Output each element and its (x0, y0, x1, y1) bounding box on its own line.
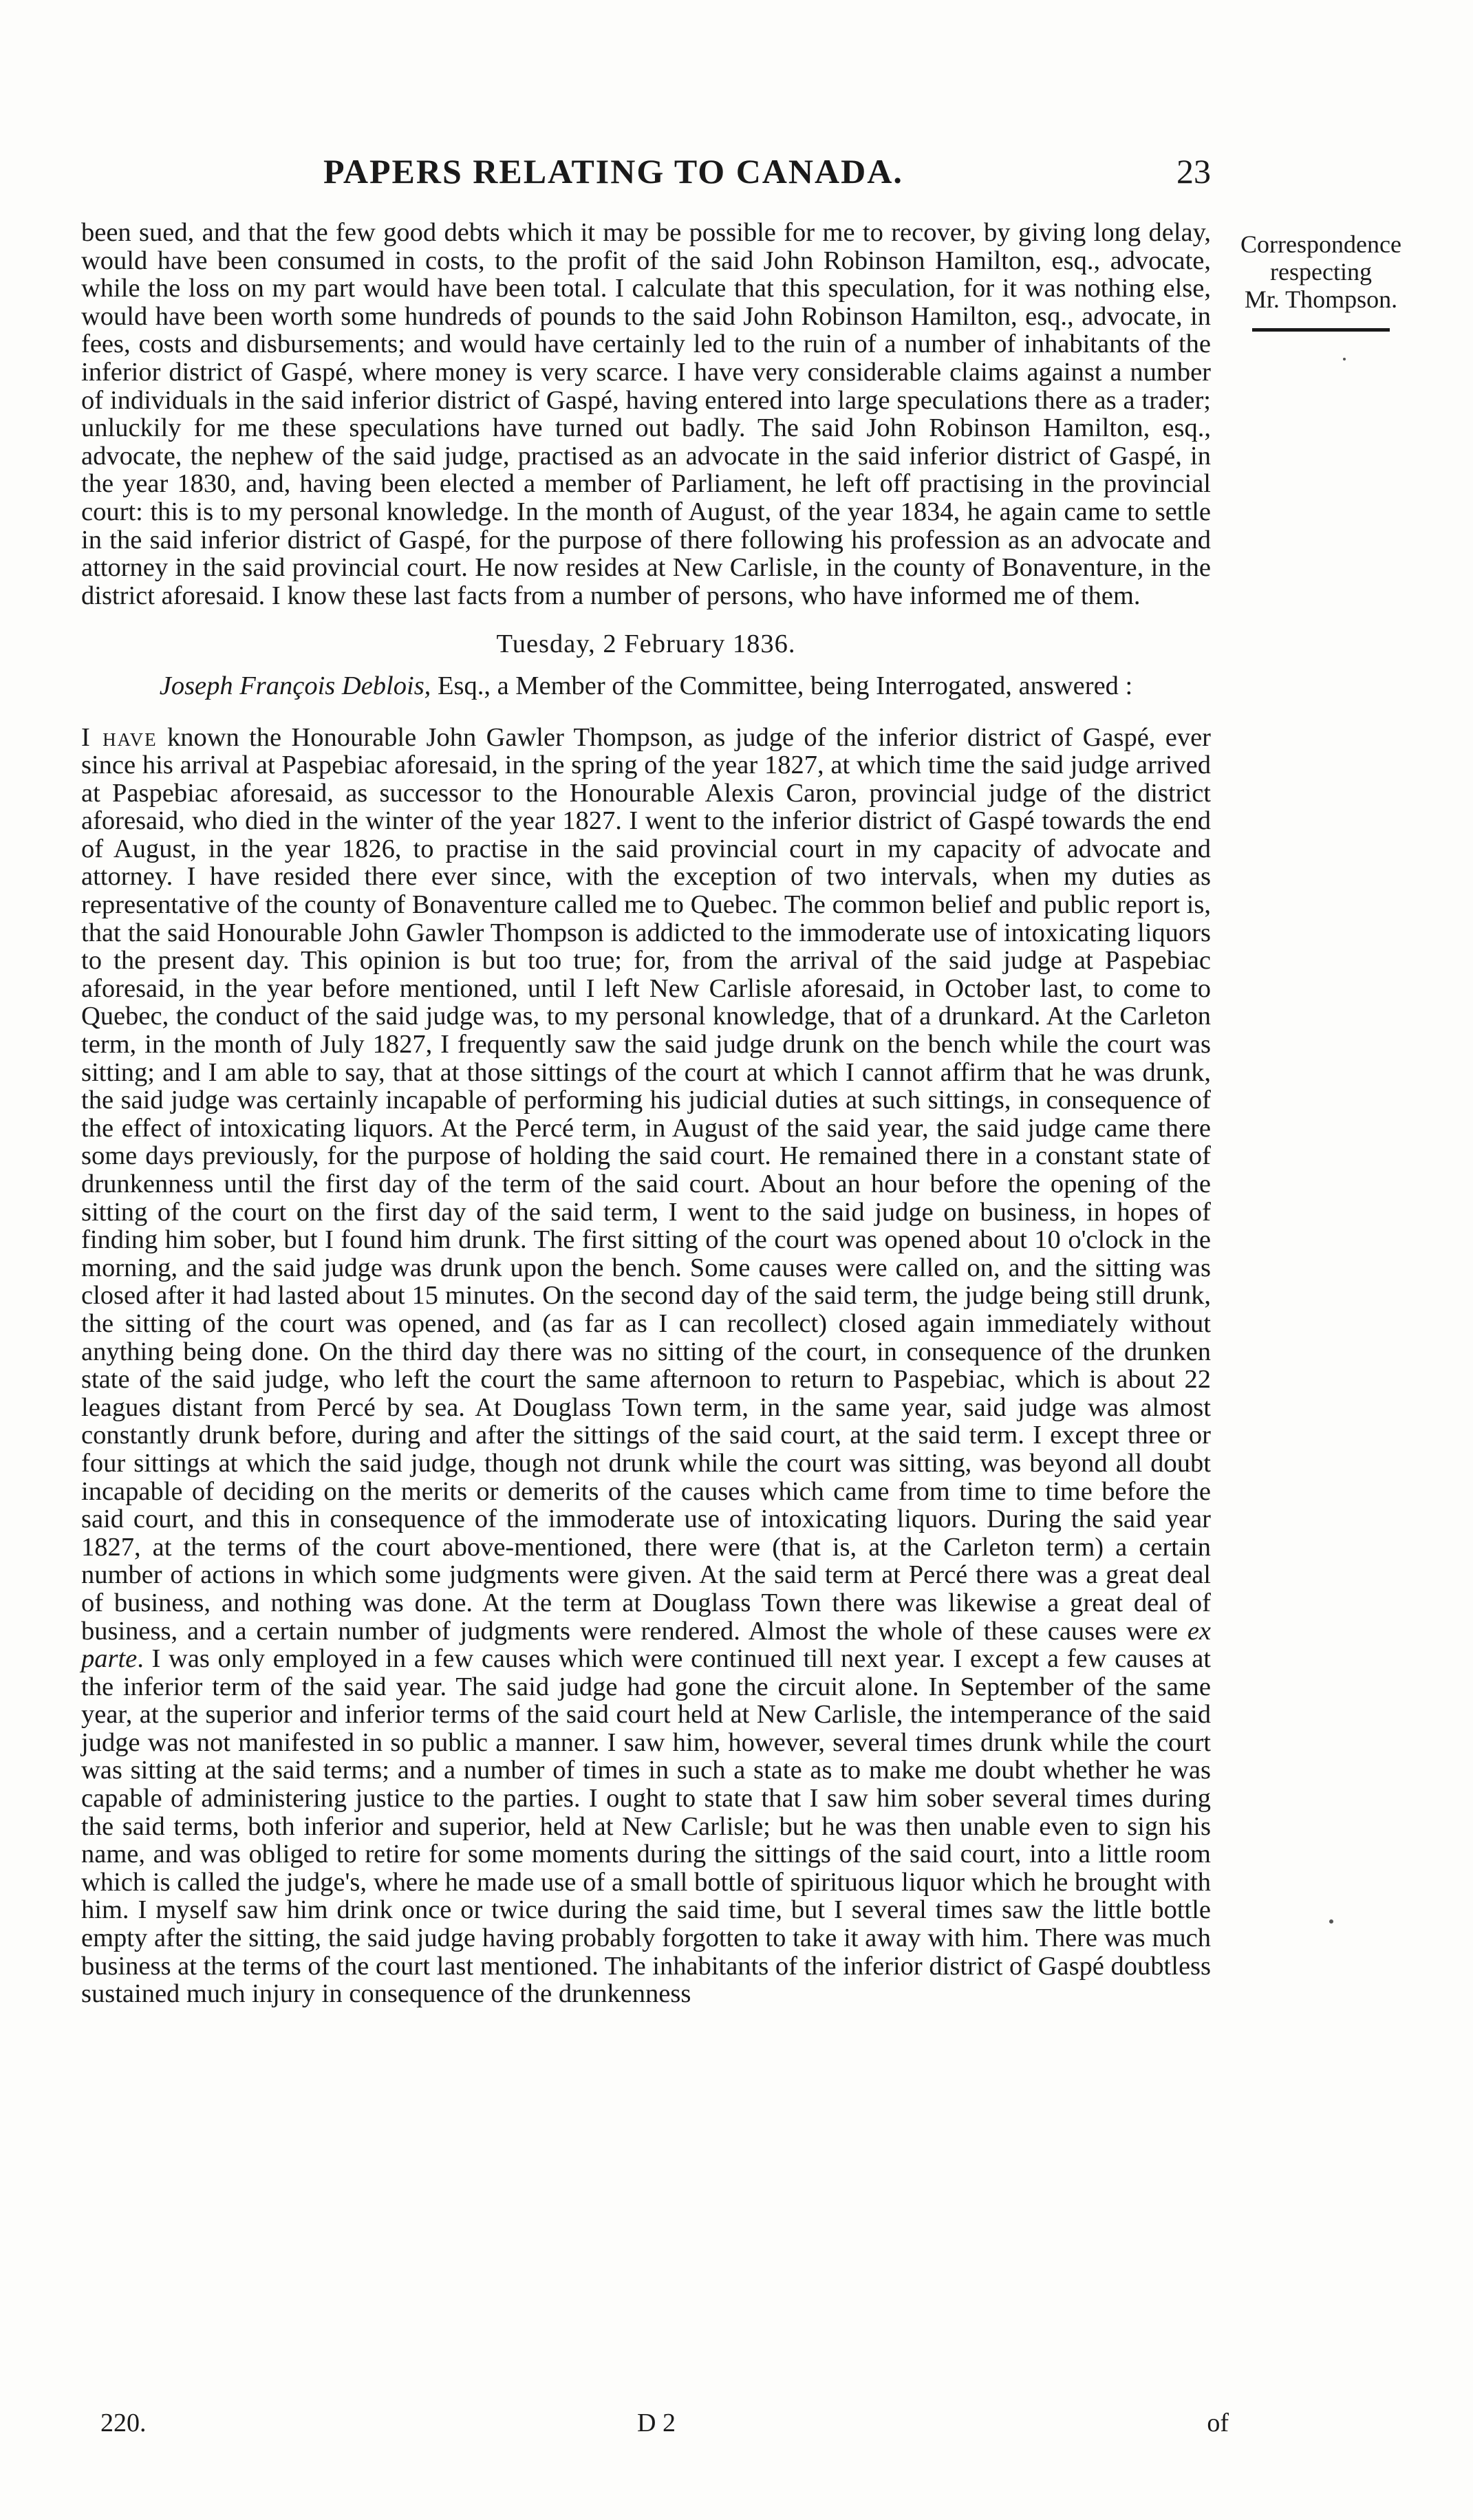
testimony-paragraph (81, 724, 1211, 2008)
margin-note-rule (1252, 328, 1390, 332)
witness-heading-rest: Esq., a Member of the Committee, being Interrogated, answered : (431, 671, 1133, 700)
witness-heading (81, 672, 1211, 700)
footer-signature-mark: D 2 (637, 2409, 676, 2437)
margin-note-line-3: Mr. Thompson. (1244, 286, 1398, 313)
testimony-text-1: known the Honourable John Gawler Thompson, as judge of the inferior district of Gaspé, ever since his arrival at Paspebiac aforesaid, in the spring of the year 1827, at which time the said judge arrived at Paspebiac aforesaid, as successor to the Honourable Alexis Caron, provincial judge of the district aforesaid, who died in the winter of the year 1827. I went to the inferior district of Gaspé towards the end of August, in the year 1826, to practise in the said provincial court in my capacity of advocate and attorney. I have resided there ever since, with the exception of two intervals, when my duties as representative of the county of Bonaventure called me to Quebec. The common belief and public report is, that the said Honourable John Gawler Thompson is addicted to the immoderate use of intoxicating liquors to the present day. This opinion is but too true; for, from the arrival of the said judge at Paspebiac aforesaid, in the year before mentioned, until I left New Carlisle aforesaid, in October last, to come to Quebec, the conduct of the said judge was, to my personal knowledge, that of a drunkard. At the Carleton term, in the month of July 1827, I frequently saw the said judge drunk on the bench while the court was sitting; and I am able to say, that at those sittings of the court at which I cannot affirm that he was drunk, the said judge was certainly incapable of performing his judicial duties at such sittings, in consequence of the effect of intoxicating liquors. At the Percé term, in August of the said year, the said judge came there some days previously, for the purpose of holding the said court. He remained there in a constant state of drunkenness until the first day of the term of the said court. About an hour before the opening of the sitting of the court on the first day of the said term, I went to the said judge on business, in hopes of finding him sober, but I found him drunk. The first sitting of the court was opened about 10 o'clock in the morning, and the said judge was drunk upon the bench. Some causes were called on, and the sitting was closed after it had lasted about 15 minutes. On the second day of the said term, the judge being still drunk, the sitting of the court was opened, and (as far as I can recollect) closed again immediately without anything being done. On the third day there was no sitting of the court, in consequence of the drunken state of the said judge, who left the court the same afternoon to return to Paspebiac, which is about 22 leagues distant from Percé by sea. At Douglass Town term, in the same year, said judge was almost constantly drunk before, during and after the sittings of the said court, at the said term. I except three or four sittings at which the said judge, though not drunk while the court was sitting, was beyond all doubt incapable of deciding on the merits or demerits of the causes which came from time to time before the said court, and this in consequence of the immoderate use of intoxicating liquors. During the said year 1827, at the terms of the court above-mentioned, there were (that is, at the Carleton term) a certain number of actions in which some judgments were given. At the said term at Percé there was a great deal of business, and nothing was done. At the term at Douglass Town there was likewise a great deal of business, and a certain number of judgments were rendered. Almost the whole of these causes were (81, 722, 1211, 1646)
margin-note-line-1: Correspondence (1240, 230, 1401, 258)
body-text (81, 219, 1211, 2008)
page-header (323, 151, 1245, 200)
page-number: 23 (1176, 152, 1211, 191)
margin-note-line-2: respecting (1270, 258, 1372, 286)
witness-name: Joseph François Deblois, (159, 671, 431, 700)
margin-note (1235, 230, 1407, 332)
running-title: PAPERS RELATING TO CANADA. (323, 152, 903, 191)
testimony-text-2: . I was only employed in a few causes which were continued till next year. I except a few causes at the inferior term of the said year. The said judge had gone the circuit alone. In September of the same year, at the superior and inferior terms of the said court held at New Carlisle, the intemperance of the said judge was not manifested in so public a manner. I saw him, however, several times drunk while the court was sitting at the said terms; and a number of times in such a state as to make me doubt whether he was capable of administering justice to the parties. I ought to state that I saw him sober several times during the said terms, both inferior and superior, held at New Carlisle; but he was then unable even to sign his name, and was obliged to retire for some moments during the sittings of the said court, into a little room which is called the judge's, where he made use of a small bottle of spirituous liquor which he brought with him. I myself saw him drink once or twice during the said time, but I several times saw the little bottle empty after the sitting, the said judge having probably forgotten to take it away with him. There was much business at the terms of the court last mentioned. The inhabitants of the inferior district of Gaspé doubtless sustained much injury in consequence of the drunkenness (81, 1644, 1211, 2009)
speck-mark (1329, 1919, 1333, 1924)
testimony-first-word: I have (81, 722, 158, 752)
footer-catchword: of (1207, 2409, 1229, 2437)
page-footer (100, 2408, 1229, 2442)
continued-paragraph: been sued, and that the few good debts which it may be possible for me to recover, by giving long delay, would have been consumed in costs, to the profit of the said John Robinson Hamilton, esq., advocate, while the loss on my part would have been total. I calculate that this speculation, for it was nothing else, would have been worth some hundreds of pounds to the said John Robinson Hamilton, esq., advocate, in fees, costs and disbursements; and would have certainly led to the ruin of a number of inhabitants of the inferior district of Gaspé, where money is very scarce. I have very considerable claims against a number of individuals in the said inferior district of Gaspé, having entered into large speculations there as a trader; unluckily for me these speculations have turned out badly. The said John Robinson Hamilton, esq., advocate, the nephew of the said judge, practised as an advocate in the said inferior district of Gaspé, in the year 1830, and, having been elected a member of Parliament, he left off practising in the provincial court: this is to my personal knowledge. In the month of August, of the year 1834, he again came to settle in the said inferior district of Gaspé, for the purpose of there following his profession as an advocate and attorney in the said provincial court. He now resides at New Carlisle, in the county of Bonaventure, in the district aforesaid. I know these last facts from a number of persons, who have informed me of them. (81, 218, 1211, 610)
session-date: Tuesday, 2 February 1836. (496, 629, 796, 659)
footer-sheet-number: 220. (100, 2409, 147, 2437)
ex-parte-phrase: ex parte (81, 1616, 1211, 1674)
speck-mark (1343, 358, 1346, 360)
